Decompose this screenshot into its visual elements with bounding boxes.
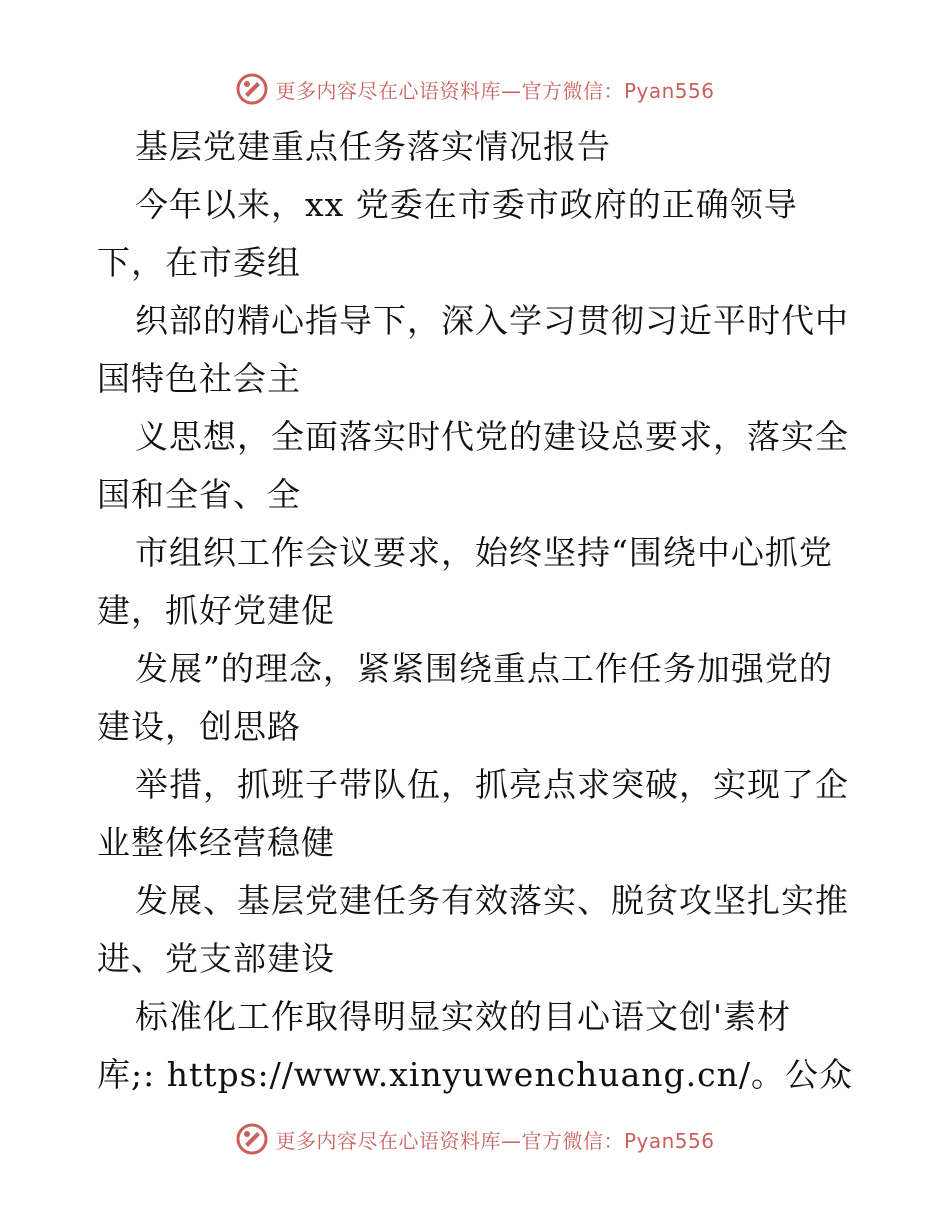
paragraph-line: 织部的精心指导下，深入学习贯彻习近平时代中 [135,301,849,340]
paragraph-line: 业整体经营稳健 [97,823,335,862]
footer-banner-text: 更多内容尽在心语资料库—官方微信：Pyan556 [275,1128,715,1153]
paragraph-line: 国特色社会主 [97,359,301,398]
paragraph-line: 发展、基层党建任务有效落实、脱贫攻坚扎实推 [135,881,849,920]
paragraph-line: 库;: https://www.xinyuwenchuang.cn/。公众 [97,1055,853,1094]
paragraph-line: 举措，抓班子带队伍，抓亮点求突破，实现了企 [135,765,849,804]
paragraph-line: 发展”的理念，紧紧围绕重点工作任务加强党的 [135,649,833,688]
document-body [97,118,867,1104]
paragraph-line: 国和全省、全 [97,475,301,514]
paragraph-line: 进、党支部建设 [97,939,335,978]
paragraph-line: 建，抓好党建促 [97,591,335,630]
paragraph-line: 建设，创思路 [97,707,301,746]
document-title: 基层党建重点任务落实情况报告 [135,127,611,166]
paragraph-line: 标准化工作取得明显实效的目心语文创'素材 [135,997,792,1036]
paragraph-line: 市组织工作会议要求，始终坚持“围绕中心抓党 [135,533,833,572]
paragraph-line: 今年以来，xx 党委在市委市政府的正确领导 [135,185,798,224]
logo-icon [235,1122,269,1156]
logo-icon [235,72,269,106]
footer-banner [0,1122,950,1156]
paragraph-line: 下，在市委组 [97,243,301,282]
header-banner-text: 更多内容尽在心语资料库—官方微信：Pyan556 [275,78,715,103]
header-banner [0,72,950,106]
paragraph-line: 义思想，全面落实时代党的建设总要求，落实全 [135,417,849,456]
